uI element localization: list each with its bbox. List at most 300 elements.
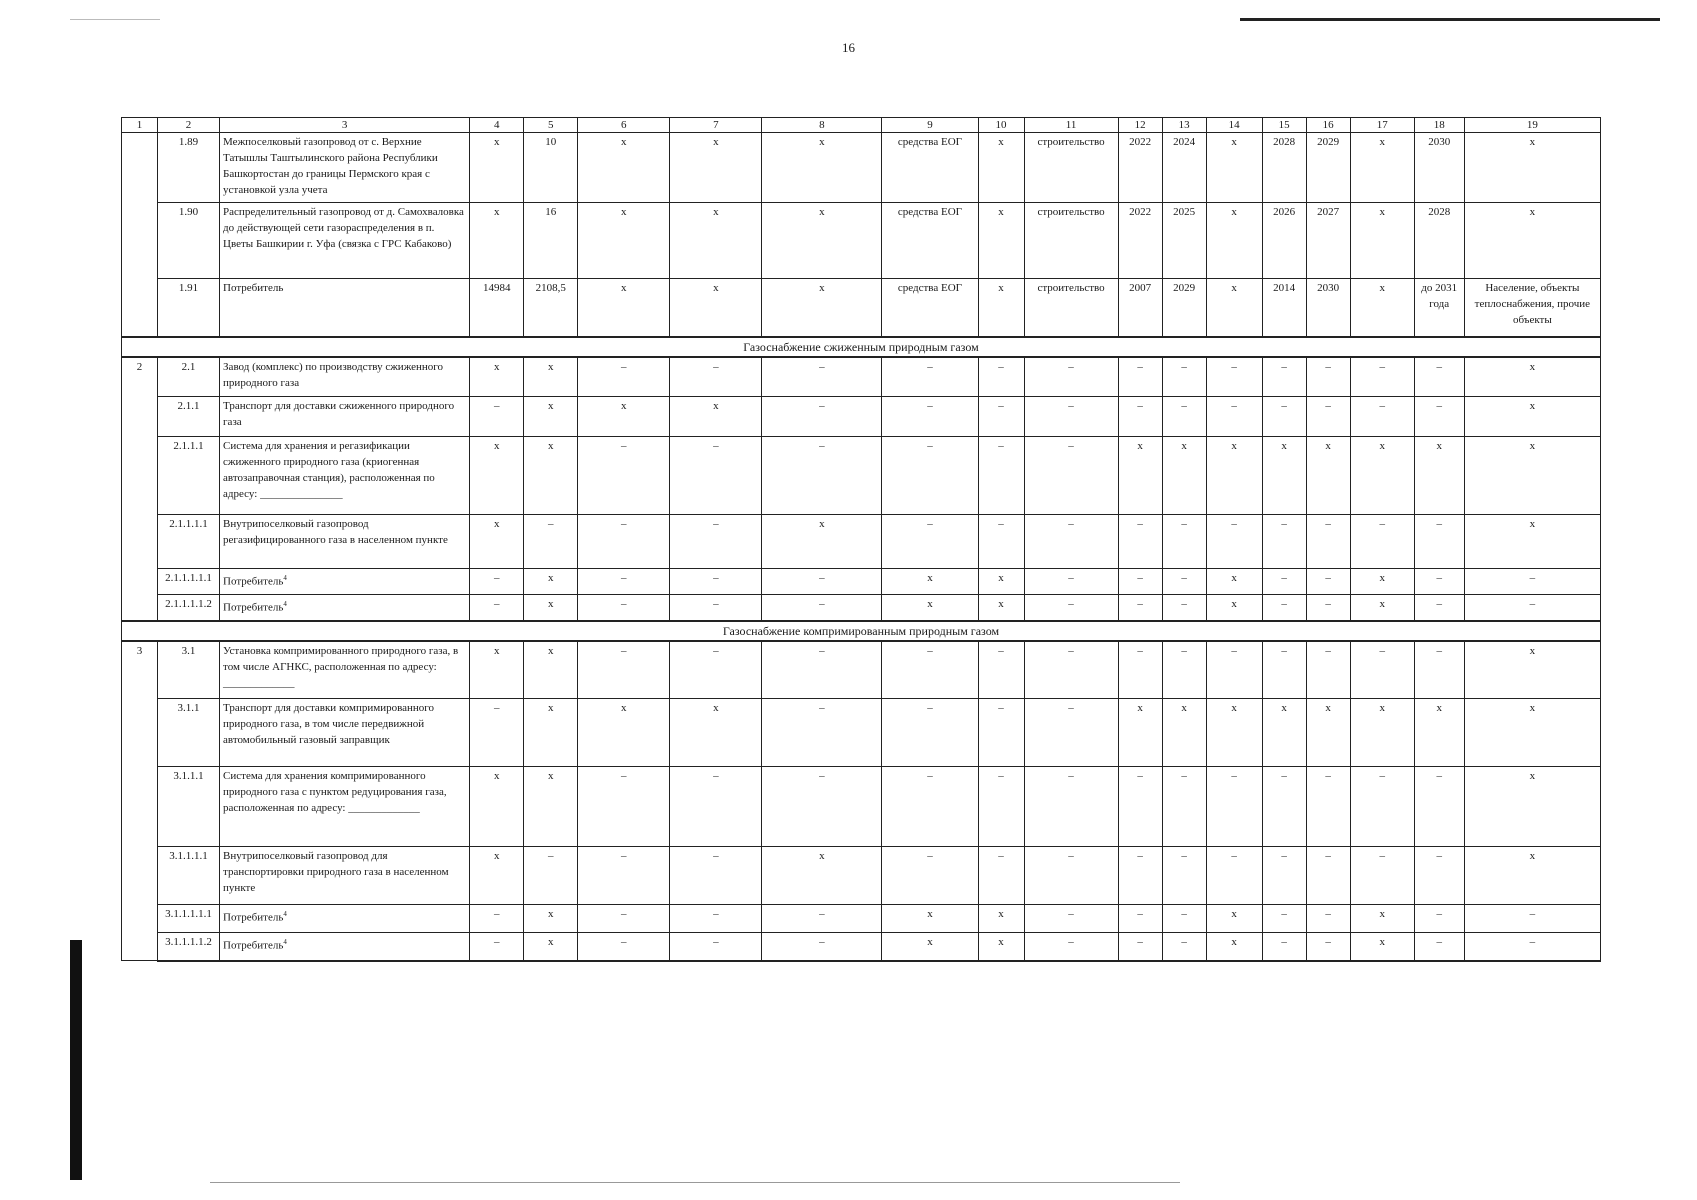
table-cell: – bbox=[762, 569, 882, 595]
item-description bbox=[220, 133, 470, 203]
table-row bbox=[122, 569, 1601, 595]
table-cell: – bbox=[1162, 933, 1206, 961]
table-cell: – bbox=[1306, 357, 1350, 397]
table-cell: – bbox=[1024, 569, 1118, 595]
table-cell: 2028 bbox=[1414, 203, 1464, 279]
table-cell: 2028 bbox=[1262, 133, 1306, 203]
table-cell: x bbox=[470, 203, 524, 279]
table-cell: – bbox=[762, 641, 882, 699]
table-cell: – bbox=[1162, 595, 1206, 621]
table-cell: 2030 bbox=[1414, 133, 1464, 203]
table-cell: – bbox=[1262, 933, 1306, 961]
table-cell: x bbox=[1464, 515, 1600, 569]
table-cell: x bbox=[762, 133, 882, 203]
table-cell: – bbox=[882, 767, 978, 847]
table-cell: – bbox=[1206, 515, 1262, 569]
table-cell: – bbox=[1262, 357, 1306, 397]
column-header: 6 bbox=[578, 118, 670, 133]
table-cell: – bbox=[1414, 595, 1464, 621]
table-cell: – bbox=[1118, 569, 1162, 595]
table-row bbox=[122, 133, 1601, 203]
table-cell: – bbox=[1306, 933, 1350, 961]
column-header: 5 bbox=[524, 118, 578, 133]
table-cell: – bbox=[670, 569, 762, 595]
table-cell: x bbox=[1162, 699, 1206, 767]
table-cell: – bbox=[978, 641, 1024, 699]
item-number: 3.1.1.1.1.2 bbox=[158, 933, 220, 961]
table-cell: – bbox=[578, 437, 670, 515]
table-cell: – bbox=[1306, 515, 1350, 569]
item-description bbox=[220, 279, 470, 337]
table-cell: 2025 bbox=[1162, 203, 1206, 279]
table-cell: x bbox=[470, 641, 524, 699]
item-description bbox=[220, 357, 470, 397]
table-cell: – bbox=[1118, 905, 1162, 933]
description-text: Транспорт для доставки сжиженного природного газа bbox=[223, 400, 455, 428]
table-cell: – bbox=[524, 515, 578, 569]
table-cell: x bbox=[762, 279, 882, 337]
table-cell: x bbox=[1464, 133, 1600, 203]
group-number: 2 bbox=[122, 357, 158, 621]
table-cell: – bbox=[1262, 905, 1306, 933]
footnote-mark: 4 bbox=[283, 574, 287, 582]
table-cell: x bbox=[1118, 437, 1162, 515]
table-cell: – bbox=[670, 641, 762, 699]
table-cell: x bbox=[470, 133, 524, 203]
table-cell: x bbox=[524, 641, 578, 699]
table-cell: – bbox=[524, 847, 578, 905]
table-cell: 2022 bbox=[1118, 133, 1162, 203]
table-cell: 2014 bbox=[1262, 279, 1306, 337]
column-header: 14 bbox=[1206, 118, 1262, 133]
table-cell: – bbox=[670, 437, 762, 515]
page-number: 16 bbox=[842, 40, 855, 55]
item-number: 1.90 bbox=[158, 203, 220, 279]
table-cell: x bbox=[1306, 437, 1350, 515]
table-cell: – bbox=[1206, 847, 1262, 905]
table-cell: x bbox=[1206, 437, 1262, 515]
item-description bbox=[220, 767, 470, 847]
table-cell: – bbox=[578, 515, 670, 569]
table-cell: x bbox=[978, 905, 1024, 933]
table-cell: – bbox=[1024, 437, 1118, 515]
table-body bbox=[122, 118, 1601, 961]
table-cell: x bbox=[524, 933, 578, 961]
table-row bbox=[122, 699, 1601, 767]
table-cell: – bbox=[1024, 357, 1118, 397]
table-cell: x bbox=[1206, 279, 1262, 337]
table-cell: строительство bbox=[1024, 203, 1118, 279]
table-cell: Население, объекты теплоснабжения, прочие объекты bbox=[1464, 279, 1600, 337]
column-header: 19 bbox=[1464, 118, 1600, 133]
table-cell: – bbox=[1024, 595, 1118, 621]
table-cell: x bbox=[762, 203, 882, 279]
table-cell: – bbox=[1306, 569, 1350, 595]
item-number: 2.1 bbox=[158, 357, 220, 397]
table-cell: – bbox=[1118, 515, 1162, 569]
table-row bbox=[122, 595, 1601, 621]
description-text: Потребитель bbox=[223, 939, 284, 952]
table-cell: x bbox=[670, 279, 762, 337]
section-row bbox=[122, 621, 1601, 641]
table-cell: – bbox=[1350, 641, 1414, 699]
table-cell: до 2031 года bbox=[1414, 279, 1464, 337]
table-cell: – bbox=[1414, 905, 1464, 933]
column-header: 7 bbox=[670, 118, 762, 133]
table-cell: 2026 bbox=[1262, 203, 1306, 279]
column-header: 17 bbox=[1350, 118, 1414, 133]
description-text: Потребитель bbox=[223, 601, 284, 614]
table-cell: – bbox=[1162, 905, 1206, 933]
table-cell: – bbox=[1118, 357, 1162, 397]
table-cell: x bbox=[578, 397, 670, 437]
table-row bbox=[122, 437, 1601, 515]
table-cell: – bbox=[978, 767, 1024, 847]
table-cell: – bbox=[1262, 595, 1306, 621]
column-header: 1 bbox=[122, 118, 158, 133]
table-cell: – bbox=[1350, 847, 1414, 905]
description-text: Установка компримированного природного газа, в том числе АГНКС, расположенная по адресу: _____________ bbox=[223, 644, 459, 689]
table-cell: 2024 bbox=[1162, 133, 1206, 203]
table-cell: x bbox=[578, 133, 670, 203]
table-cell: – bbox=[1118, 767, 1162, 847]
table-cell: x bbox=[1464, 767, 1600, 847]
table-cell: x bbox=[524, 569, 578, 595]
table-cell: – bbox=[1162, 397, 1206, 437]
table-cell: – bbox=[670, 595, 762, 621]
table-cell: – bbox=[1024, 641, 1118, 699]
footnote-mark: 4 bbox=[283, 600, 287, 608]
table-cell: – bbox=[1306, 847, 1350, 905]
table-cell: – bbox=[1262, 397, 1306, 437]
table-cell: x bbox=[1206, 203, 1262, 279]
table-cell: – bbox=[670, 905, 762, 933]
table-cell: x bbox=[1206, 933, 1262, 961]
table-cell: x bbox=[1262, 699, 1306, 767]
table-cell: – bbox=[1306, 641, 1350, 699]
table-cell: – bbox=[670, 357, 762, 397]
table-cell: x bbox=[882, 905, 978, 933]
table-cell: – bbox=[882, 641, 978, 699]
table-cell: – bbox=[1350, 767, 1414, 847]
description-text: Потребитель bbox=[223, 575, 284, 588]
table-cell: – bbox=[762, 437, 882, 515]
table-cell: 2029 bbox=[1306, 133, 1350, 203]
table-cell: x bbox=[524, 357, 578, 397]
table-cell: x bbox=[978, 279, 1024, 337]
table-cell: – bbox=[1414, 357, 1464, 397]
table-cell: – bbox=[470, 595, 524, 621]
column-header: 11 bbox=[1024, 118, 1118, 133]
description-text: Потребитель bbox=[223, 282, 284, 294]
table-cell: 2022 bbox=[1118, 203, 1162, 279]
table-cell: x bbox=[1464, 847, 1600, 905]
table-cell: – bbox=[1206, 767, 1262, 847]
table-cell: x bbox=[524, 767, 578, 847]
table-cell: – bbox=[1262, 767, 1306, 847]
table-cell: x bbox=[1350, 203, 1414, 279]
table-cell: – bbox=[1464, 569, 1600, 595]
table-cell: x bbox=[1206, 699, 1262, 767]
table-cell: – bbox=[1306, 595, 1350, 621]
table-cell: – bbox=[1262, 641, 1306, 699]
table-cell: x bbox=[882, 595, 978, 621]
item-description bbox=[220, 515, 470, 569]
table-cell: x bbox=[1350, 569, 1414, 595]
table-row bbox=[122, 905, 1601, 933]
description-text: Транспорт для доставки компримированного природного газа, в том числе передвижной автомобильный газовый заправщик bbox=[223, 702, 435, 746]
table-cell: – bbox=[1162, 847, 1206, 905]
table-cell: – bbox=[1118, 933, 1162, 961]
table-cell: 16 bbox=[524, 203, 578, 279]
table-cell: – bbox=[1414, 397, 1464, 437]
item-description bbox=[220, 569, 470, 595]
table-cell: x bbox=[1350, 595, 1414, 621]
description-text: Система для хранения и регазификации сжиженного природного газа (криогенная автозаправочная станция), расположенная по адресу: _______________ bbox=[223, 440, 435, 500]
top-left-rule bbox=[70, 19, 160, 20]
table-cell: x bbox=[670, 699, 762, 767]
table-cell: x bbox=[762, 515, 882, 569]
table-cell: x bbox=[978, 133, 1024, 203]
table-cell: x bbox=[1414, 699, 1464, 767]
table-cell: x bbox=[578, 279, 670, 337]
table-cell: x bbox=[1350, 133, 1414, 203]
table-cell: 10 bbox=[524, 133, 578, 203]
table-cell: x bbox=[1464, 437, 1600, 515]
item-number: 1.91 bbox=[158, 279, 220, 337]
table-cell: x bbox=[1206, 133, 1262, 203]
item-description bbox=[220, 905, 470, 933]
table-cell: – bbox=[1306, 397, 1350, 437]
table-cell: – bbox=[1414, 933, 1464, 961]
item-number: 3.1.1.1.1.1 bbox=[158, 905, 220, 933]
table-cell: – bbox=[1414, 569, 1464, 595]
column-header: 2 bbox=[158, 118, 220, 133]
table-cell: – bbox=[1350, 515, 1414, 569]
table-cell: – bbox=[578, 905, 670, 933]
table-cell: – bbox=[1162, 569, 1206, 595]
table-row bbox=[122, 767, 1601, 847]
table-cell: – bbox=[882, 515, 978, 569]
table-cell: x bbox=[524, 699, 578, 767]
description-text: Внутрипоселковый газопровод регазифицированного газа в населенном пункте bbox=[223, 518, 448, 546]
description-text: Потребитель bbox=[223, 911, 284, 924]
table-row bbox=[122, 203, 1601, 279]
item-description bbox=[220, 595, 470, 621]
table-cell: – bbox=[1024, 397, 1118, 437]
table-cell: – bbox=[670, 515, 762, 569]
table-cell: – bbox=[578, 767, 670, 847]
column-header: 8 bbox=[762, 118, 882, 133]
table-cell: – bbox=[578, 357, 670, 397]
table-cell: – bbox=[762, 397, 882, 437]
table-cell: – bbox=[762, 905, 882, 933]
table-cell: x bbox=[1464, 357, 1600, 397]
column-header: 4 bbox=[470, 118, 524, 133]
table-cell: – bbox=[1162, 515, 1206, 569]
table-cell: x bbox=[578, 203, 670, 279]
table-cell: – bbox=[1306, 905, 1350, 933]
table-row bbox=[122, 933, 1601, 961]
table-cell: x bbox=[882, 933, 978, 961]
table-cell: – bbox=[1206, 357, 1262, 397]
table-row bbox=[122, 641, 1601, 699]
table-cell: x bbox=[470, 357, 524, 397]
table-cell: x bbox=[524, 595, 578, 621]
table-cell: x bbox=[670, 203, 762, 279]
table-cell: 2108,5 bbox=[524, 279, 578, 337]
table-cell: – bbox=[1414, 641, 1464, 699]
table-cell: 2029 bbox=[1162, 279, 1206, 337]
table-cell: – bbox=[1162, 357, 1206, 397]
table-cell: – bbox=[978, 515, 1024, 569]
table-row bbox=[122, 279, 1601, 337]
table-cell: – bbox=[762, 933, 882, 961]
table-cell: – bbox=[1024, 767, 1118, 847]
table-cell: – bbox=[1464, 905, 1600, 933]
footnote-mark: 4 bbox=[283, 938, 287, 946]
table-cell: – bbox=[762, 357, 882, 397]
item-number: 3.1.1.1 bbox=[158, 767, 220, 847]
table-cell: – bbox=[978, 699, 1024, 767]
table-cell: – bbox=[1024, 905, 1118, 933]
table-cell: 2027 bbox=[1306, 203, 1350, 279]
item-number: 3.1 bbox=[158, 641, 220, 699]
table-cell: x bbox=[670, 133, 762, 203]
gas-supply-table bbox=[121, 117, 1601, 962]
table-cell: x bbox=[670, 397, 762, 437]
table-cell: – bbox=[578, 847, 670, 905]
item-number: 1.89 bbox=[158, 133, 220, 203]
table-cell: – bbox=[882, 357, 978, 397]
table-cell: – bbox=[1024, 699, 1118, 767]
table-row bbox=[122, 847, 1601, 905]
table-cell: – bbox=[882, 397, 978, 437]
footnote-mark: 4 bbox=[283, 910, 287, 918]
column-header: 10 bbox=[978, 118, 1024, 133]
table-cell: – bbox=[470, 933, 524, 961]
table-cell: средства ЕОГ bbox=[882, 133, 978, 203]
table-cell: – bbox=[978, 437, 1024, 515]
left-scan-bar bbox=[70, 940, 82, 1180]
table-cell: 14984 bbox=[470, 279, 524, 337]
table-cell: – bbox=[1162, 767, 1206, 847]
item-description bbox=[220, 437, 470, 515]
table-cell: x bbox=[1262, 437, 1306, 515]
description-text: Система для хранения компримированного природного газа с пунктом редуцирования газа, расположенная по адресу: _____________ bbox=[223, 770, 447, 814]
item-number: 3.1.1.1.1 bbox=[158, 847, 220, 905]
table-row bbox=[122, 515, 1601, 569]
table-cell: – bbox=[978, 847, 1024, 905]
table-cell: – bbox=[670, 933, 762, 961]
item-description bbox=[220, 699, 470, 767]
table-cell: – bbox=[882, 847, 978, 905]
table-cell: x bbox=[1350, 933, 1414, 961]
item-number: 2.1.1.1.1.2 bbox=[158, 595, 220, 621]
table-cell: x bbox=[1162, 437, 1206, 515]
bottom-rule bbox=[210, 1182, 1180, 1183]
item-number: 2.1.1.1.1.1 bbox=[158, 569, 220, 595]
item-description bbox=[220, 847, 470, 905]
group-number bbox=[122, 133, 158, 337]
table-cell: – bbox=[1162, 641, 1206, 699]
section-title: Газоснабжение компримированным природным газом bbox=[122, 621, 1601, 641]
table-cell: – bbox=[1414, 847, 1464, 905]
table-cell: – bbox=[470, 397, 524, 437]
column-header: 3 bbox=[220, 118, 470, 133]
table-cell: x bbox=[1118, 699, 1162, 767]
table-cell: x bbox=[978, 933, 1024, 961]
table-cell: – bbox=[1118, 847, 1162, 905]
item-description bbox=[220, 203, 470, 279]
table-cell: – bbox=[670, 847, 762, 905]
column-header: 13 bbox=[1162, 118, 1206, 133]
table-cell: x bbox=[1464, 397, 1600, 437]
table-cell: x bbox=[1464, 641, 1600, 699]
table-cell: x bbox=[762, 847, 882, 905]
description-text: Межпоселковый газопровод от с. Верхние Татышлы Таштылинского района Республики Башкортостан до границы Пермского края с установкой узла учета bbox=[223, 136, 438, 196]
table-cell: 2030 bbox=[1306, 279, 1350, 337]
table-cell: – bbox=[882, 699, 978, 767]
table-cell: строительство bbox=[1024, 133, 1118, 203]
table-cell: – bbox=[670, 767, 762, 847]
description-text: Завод (комплекс) по производству сжиженного природного газа bbox=[223, 360, 444, 389]
column-header: 15 bbox=[1262, 118, 1306, 133]
item-number: 3.1.1 bbox=[158, 699, 220, 767]
table-cell: – bbox=[578, 933, 670, 961]
table-cell: – bbox=[762, 595, 882, 621]
table-cell: – bbox=[578, 641, 670, 699]
table-cell: – bbox=[470, 569, 524, 595]
item-number: 2.1.1.1 bbox=[158, 437, 220, 515]
table-cell: x bbox=[1350, 905, 1414, 933]
table-cell: – bbox=[578, 569, 670, 595]
table-cell: x bbox=[470, 515, 524, 569]
table-cell: x bbox=[524, 397, 578, 437]
table-cell: x bbox=[1350, 279, 1414, 337]
table-cell: x bbox=[978, 203, 1024, 279]
top-right-rule bbox=[1240, 18, 1660, 21]
table-cell: – bbox=[978, 357, 1024, 397]
table-cell: 2007 bbox=[1118, 279, 1162, 337]
table-cell: x bbox=[1464, 699, 1600, 767]
header-row bbox=[122, 118, 1601, 133]
table-cell: – bbox=[1206, 397, 1262, 437]
table-cell: x bbox=[470, 767, 524, 847]
table-cell: – bbox=[1464, 933, 1600, 961]
column-header: 9 bbox=[882, 118, 978, 133]
table-cell: – bbox=[1024, 847, 1118, 905]
table-cell: – bbox=[1464, 595, 1600, 621]
table-cell: – bbox=[578, 595, 670, 621]
group-number: 3 bbox=[122, 641, 158, 961]
item-number: 2.1.1 bbox=[158, 397, 220, 437]
table-cell: x bbox=[524, 437, 578, 515]
table-cell: x bbox=[978, 595, 1024, 621]
table-cell: – bbox=[1024, 515, 1118, 569]
table-cell: – bbox=[1262, 515, 1306, 569]
table-cell: – bbox=[978, 397, 1024, 437]
table-cell: x bbox=[524, 905, 578, 933]
table-cell: x bbox=[1206, 905, 1262, 933]
table-cell: – bbox=[470, 699, 524, 767]
table-cell: – bbox=[1262, 847, 1306, 905]
table-cell: x bbox=[578, 699, 670, 767]
column-header: 16 bbox=[1306, 118, 1350, 133]
table-cell: – bbox=[1118, 397, 1162, 437]
table-cell: – bbox=[1206, 641, 1262, 699]
table-row bbox=[122, 397, 1601, 437]
